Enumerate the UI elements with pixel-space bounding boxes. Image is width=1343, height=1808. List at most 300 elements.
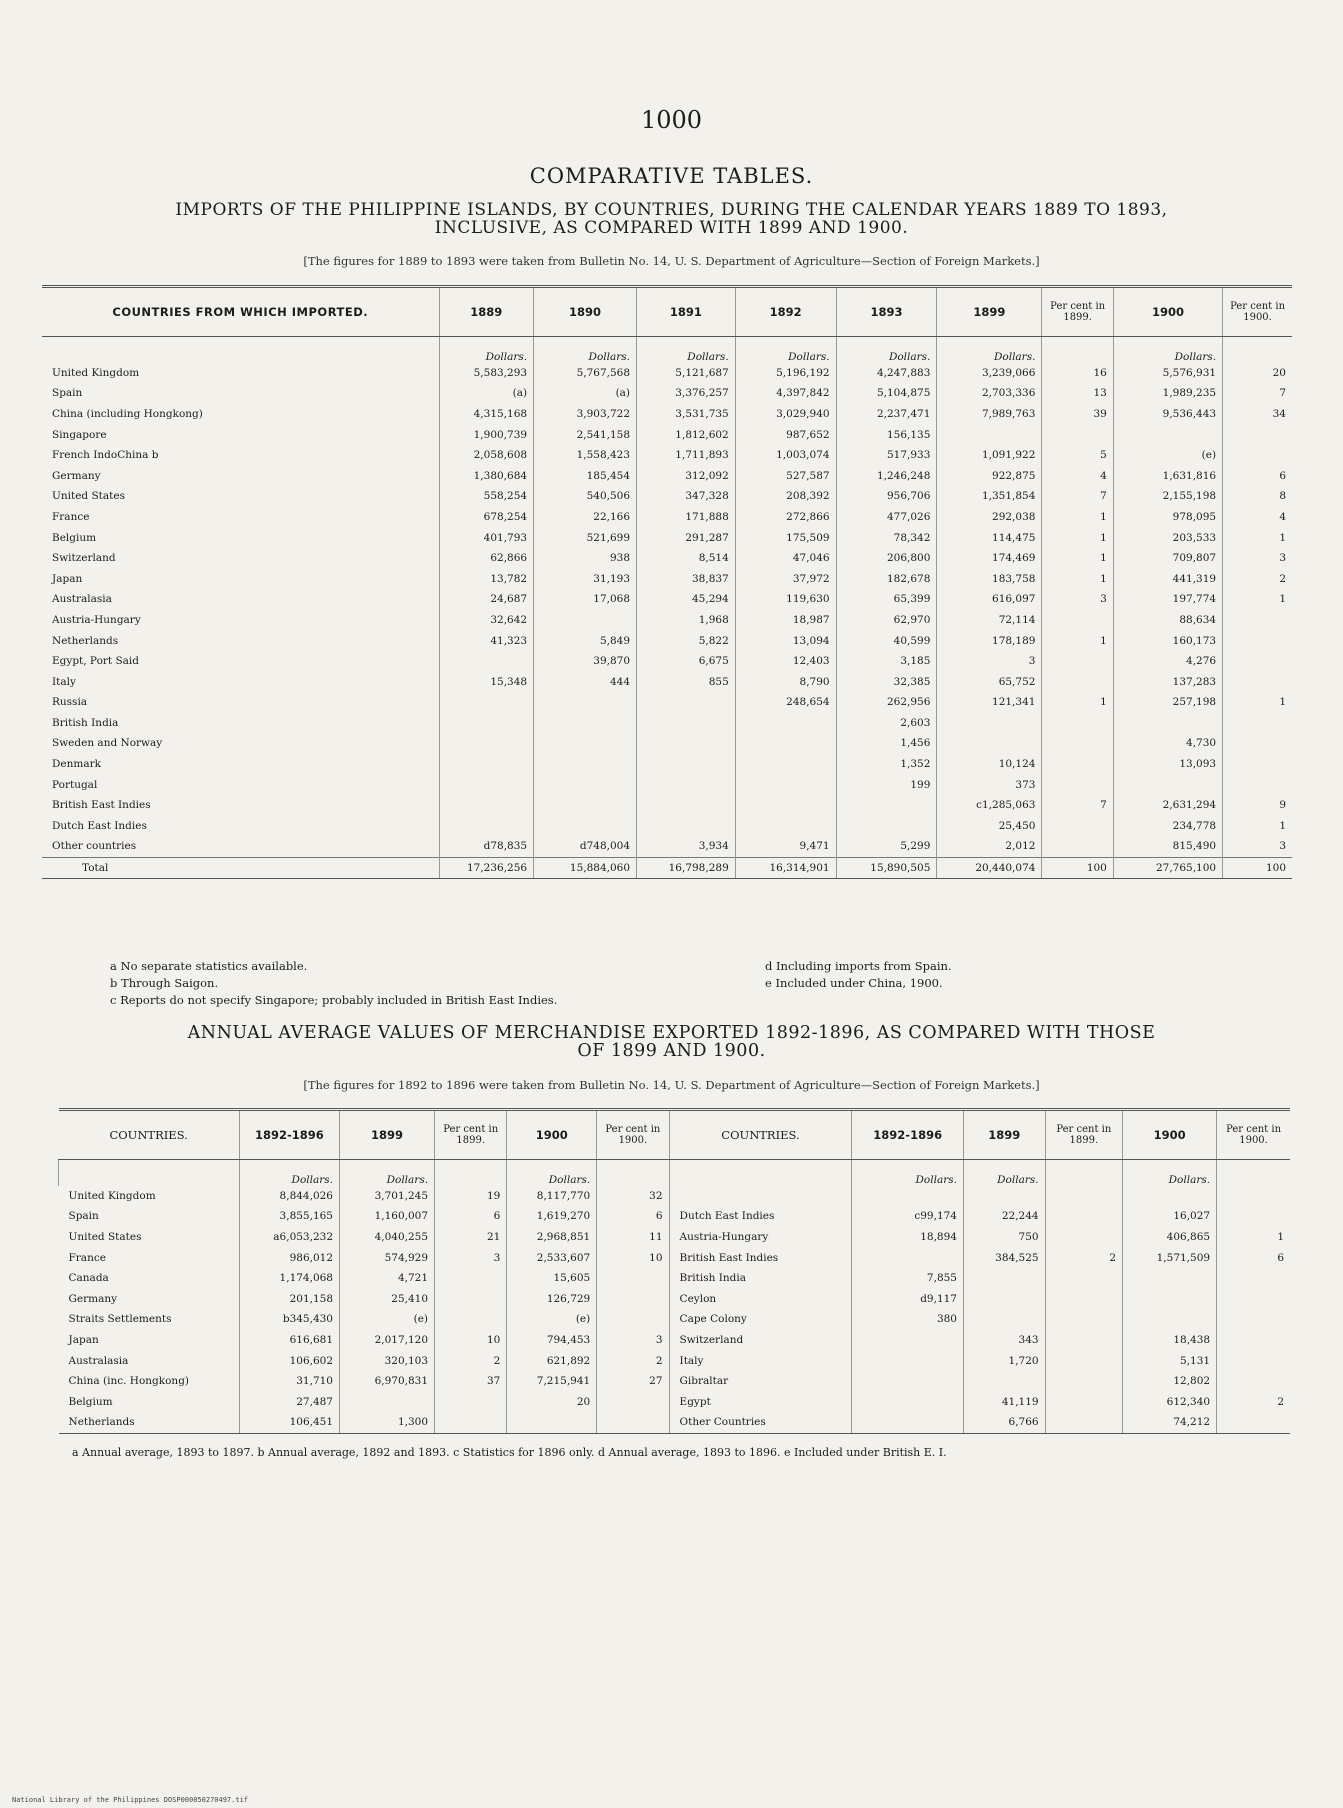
country-name: French IndoChina b: [52, 449, 159, 462]
table-cell: 175,509: [735, 527, 836, 548]
table-cell: 2,631,294: [1113, 795, 1222, 816]
country-name: China (inc. Hongkong): [68, 1375, 190, 1388]
table-cell: 621,892: [507, 1350, 597, 1371]
total-label: Total: [42, 857, 439, 879]
table-cell: 1: [1217, 1227, 1290, 1248]
table-cell: 347,328: [637, 486, 736, 507]
table-cell: [1223, 754, 1292, 775]
table-cell: [597, 1412, 669, 1433]
table-cell: 855: [637, 671, 736, 692]
table-cell: 37: [435, 1371, 507, 1392]
table-cell: b345,430: [239, 1309, 339, 1330]
table-cell: 7,855: [852, 1268, 964, 1289]
table-cell: 10,124: [937, 754, 1042, 775]
table-cell: [735, 713, 836, 734]
table-cell: 373: [937, 774, 1042, 795]
country-name: Switzerland: [669, 1330, 852, 1351]
table-cell: 2,703,336: [937, 383, 1042, 404]
table-cell: 74,212: [1123, 1412, 1217, 1433]
exports-footnotes: a Annual average, 1893 to 1897. b Annual average, 1892 and 1893. c Statistics for 1896 only. d Annual average, 1893 to 1896. e Included under British E. I.: [72, 1446, 947, 1459]
table-cell: [1217, 1309, 1290, 1330]
table-cell: 5,104,875: [836, 383, 937, 404]
table-cell: [1223, 630, 1292, 651]
table-cell: 3: [1223, 836, 1292, 857]
table-cell: [937, 713, 1042, 734]
table-cell: [1123, 1268, 1217, 1289]
table-cell: 3,531,735: [637, 404, 736, 425]
country-name: Singapore: [52, 428, 107, 441]
table-row: [42, 548, 1292, 569]
table-row: [42, 486, 1292, 507]
table-cell: 15,605: [507, 1268, 597, 1289]
table-cell: [937, 733, 1042, 754]
table-cell: [1123, 1186, 1217, 1207]
table-cell: 25,410: [340, 1288, 435, 1309]
table-row: [59, 1330, 1291, 1351]
table-cell: 7: [1042, 795, 1113, 816]
table-cell: a6,053,232: [239, 1227, 339, 1248]
table-cell: 15,348: [439, 671, 534, 692]
table-cell: [1217, 1330, 1290, 1351]
table-cell: 517,933: [836, 445, 937, 466]
table-cell: 62,970: [836, 610, 937, 631]
country-name: Netherlands: [59, 1412, 240, 1433]
table-cell: 65,399: [836, 589, 937, 610]
table-cell: 21: [435, 1227, 507, 1248]
table-cell: 41,323: [439, 630, 534, 651]
table-cell: 1,619,270: [507, 1206, 597, 1227]
table-cell: [836, 795, 937, 816]
footnote: d Including imports from Spain.: [765, 959, 952, 973]
total-cell: 17,236,256: [439, 857, 534, 879]
table-cell: 37,972: [735, 568, 836, 589]
table-cell: [507, 1412, 597, 1433]
table-cell: 262,956: [836, 692, 937, 713]
total-cell: 16,314,901: [735, 857, 836, 879]
table-row: [42, 651, 1292, 672]
table-cell: [852, 1371, 964, 1392]
table-row: [59, 1309, 1291, 1330]
table-cell: 39: [1042, 404, 1113, 425]
imports-table: [42, 285, 1292, 879]
table-cell: 1,160,007: [340, 1206, 435, 1227]
table-row: [59, 1350, 1291, 1371]
table-cell: [439, 713, 534, 734]
table-cell: 12,403: [735, 651, 836, 672]
column-header: 1892-1896: [239, 1110, 339, 1160]
table-cell: [963, 1288, 1045, 1309]
table-cell: [852, 1186, 964, 1207]
table-cell: [963, 1268, 1045, 1289]
table-cell: 10: [597, 1247, 669, 1268]
table-cell: 8,844,026: [239, 1186, 339, 1207]
table-cell: 5,121,687: [637, 363, 736, 384]
table-cell: 1: [1042, 548, 1113, 569]
table-cell: [1217, 1412, 1290, 1433]
exports-heading-line2: OF 1899 AND 1900.: [577, 1041, 766, 1061]
table-cell: [735, 754, 836, 775]
table-cell: 2,603: [836, 713, 937, 734]
table-cell: 5: [1042, 445, 1113, 466]
table-cell: [439, 651, 534, 672]
table-cell: 32,385: [836, 671, 937, 692]
table-cell: 1: [1042, 507, 1113, 528]
total-cell: 27,765,100: [1113, 857, 1222, 879]
table-cell: [340, 1391, 435, 1412]
table-cell: 709,807: [1113, 548, 1222, 569]
country-name: Ceylon: [669, 1288, 852, 1309]
table-cell: [1045, 1288, 1122, 1309]
table-cell: [1217, 1371, 1290, 1392]
table-cell: 2: [597, 1350, 669, 1371]
column-header: 1892: [735, 287, 836, 337]
table-cell: 2: [1217, 1391, 1290, 1412]
table-cell: 34: [1223, 404, 1292, 425]
table-cell: 18,987: [735, 610, 836, 631]
country-name: Portugal: [52, 778, 98, 791]
table-cell: [439, 733, 534, 754]
table-cell: 815,490: [1113, 836, 1222, 857]
table-cell: 6: [1217, 1247, 1290, 1268]
table-cell: 1,558,423: [534, 445, 637, 466]
table-cell: 6: [435, 1206, 507, 1227]
country-name: Australasia: [52, 593, 112, 606]
table-cell: [1045, 1412, 1122, 1433]
table-cell: [852, 1412, 964, 1433]
table-row: [42, 445, 1292, 466]
table-cell: [435, 1268, 507, 1289]
table-cell: 6,766: [963, 1412, 1045, 1433]
unit-label: Dollars.: [1113, 337, 1222, 363]
country-name: Spain: [52, 387, 83, 400]
country-name: Egypt: [669, 1391, 852, 1412]
table-cell: [1223, 424, 1292, 445]
table-cell: 4,730: [1113, 733, 1222, 754]
country-name: China (including Hongkong): [52, 407, 203, 420]
table-cell: 292,038: [937, 507, 1042, 528]
exports-heading: [0, 1024, 1343, 1060]
total-cell: 15,884,060: [534, 857, 637, 879]
table-cell: [534, 795, 637, 816]
country-name: Spain: [68, 1210, 99, 1223]
table-row: [42, 733, 1292, 754]
table-row: [42, 610, 1292, 631]
table-cell: 1,003,074: [735, 445, 836, 466]
column-header: Per cent in 1899.: [1042, 287, 1113, 337]
table-cell: 2: [1223, 568, 1292, 589]
table-cell: 13,782: [439, 568, 534, 589]
table-cell: [534, 610, 637, 631]
table-cell: 16,027: [1123, 1206, 1217, 1227]
units-row: [42, 337, 1292, 363]
table-cell: 47,046: [735, 548, 836, 569]
table-cell: [963, 1371, 1045, 1392]
country-name: Japan: [68, 1333, 99, 1346]
column-header: Per cent in 1899.: [435, 1110, 507, 1160]
table-row: [42, 424, 1292, 445]
table-cell: 1,631,816: [1113, 465, 1222, 486]
table-row: [42, 671, 1292, 692]
table-cell: 31,710: [239, 1371, 339, 1392]
table-cell: 3,934: [637, 836, 736, 857]
table-cell: [1045, 1391, 1122, 1412]
country-name: Germany: [68, 1292, 118, 1305]
table-cell: 4,276: [1113, 651, 1222, 672]
table-cell: 521,699: [534, 527, 637, 548]
table-row: [42, 404, 1292, 425]
table-cell: [1223, 671, 1292, 692]
table-cell: 558,254: [439, 486, 534, 507]
table-cell: 160,173: [1113, 630, 1222, 651]
table-cell: [1042, 610, 1113, 631]
table-cell: 1: [1223, 527, 1292, 548]
table-cell: [852, 1391, 964, 1412]
units-row: [59, 1160, 1291, 1186]
table-cell: 185,454: [534, 465, 637, 486]
table-cell: [852, 1247, 964, 1268]
table-cell: (e): [507, 1309, 597, 1330]
table-cell: [597, 1309, 669, 1330]
table-cell: 32: [597, 1186, 669, 1207]
table-cell: 527,587: [735, 465, 836, 486]
table-cell: 5,822: [637, 630, 736, 651]
table-cell: 6: [597, 1206, 669, 1227]
table-cell: (e): [1113, 445, 1222, 466]
table-cell: d9,117: [852, 1288, 964, 1309]
total-cell: 16,798,289: [637, 857, 736, 879]
table-cell: 13: [1042, 383, 1113, 404]
country-name: Denmark: [52, 758, 101, 771]
table-cell: [1042, 836, 1113, 857]
country-name: Austria-Hungary: [669, 1227, 852, 1248]
table-cell: [836, 816, 937, 837]
table-cell: 6,970,831: [340, 1371, 435, 1392]
table-cell: 2,017,120: [340, 1330, 435, 1351]
table-cell: 3: [597, 1330, 669, 1351]
table-cell: 203,533: [1113, 527, 1222, 548]
table-cell: 5,767,568: [534, 363, 637, 384]
country-name: Gibraltar: [669, 1371, 852, 1392]
imports-source-note: [The figures for 1889 to 1893 were taken from Bulletin No. 14, U. S. Department of Agriculture—Section of Foreign Markets.]: [303, 254, 1040, 268]
unit-label: Dollars.: [852, 1160, 964, 1186]
table-cell: 320,103: [340, 1350, 435, 1371]
table-row: [42, 465, 1292, 486]
country-name: United Kingdom: [52, 366, 140, 379]
country-name: France: [52, 510, 90, 523]
table-cell: 3,029,940: [735, 404, 836, 425]
table-cell: 6,675: [637, 651, 736, 672]
table-cell: [1113, 774, 1222, 795]
table-cell: 2,058,608: [439, 445, 534, 466]
table-cell: 1,091,922: [937, 445, 1042, 466]
table-row: [59, 1247, 1291, 1268]
unit-label: [1042, 337, 1113, 363]
imports-heading-line2: INCLUSIVE, AS COMPARED WITH 1899 AND 1900.: [434, 218, 909, 238]
unit-label: [42, 337, 439, 363]
table-cell: 199: [836, 774, 937, 795]
table-cell: [1217, 1350, 1290, 1371]
table-row: [42, 816, 1292, 837]
country-name: Italy: [52, 675, 76, 688]
table-cell: 27: [597, 1371, 669, 1392]
table-cell: 10: [435, 1330, 507, 1351]
table-cell: 5,583,293: [439, 363, 534, 384]
total-row: [42, 857, 1292, 879]
table-cell: 5,131: [1123, 1350, 1217, 1371]
table-cell: [1217, 1186, 1290, 1207]
unit-label: Dollars.: [439, 337, 534, 363]
exports-heading-line1: ANNUAL AVERAGE VALUES OF MERCHANDISE EXPORTED 1892-1896, AS COMPARED WITH THOSE: [187, 1023, 1156, 1043]
country-name: Austria-Hungary: [52, 613, 141, 626]
table-cell: [852, 1330, 964, 1351]
table-cell: [1042, 816, 1113, 837]
unit-label: Dollars.: [534, 337, 637, 363]
table-cell: 3: [435, 1247, 507, 1268]
table-cell: 2,155,198: [1113, 486, 1222, 507]
table-cell: 18,438: [1123, 1330, 1217, 1351]
table-cell: 612,340: [1123, 1391, 1217, 1412]
imports-heading: [0, 201, 1343, 237]
table-cell: 4,721: [340, 1268, 435, 1289]
table-cell: 1: [1223, 692, 1292, 713]
table-cell: 156,135: [836, 424, 937, 445]
imports-footnotes-right: [765, 958, 952, 992]
country-name: British East Indies: [52, 799, 151, 812]
table-cell: [852, 1350, 964, 1371]
footnote: c Reports do not specify Singapore; probably included in British East Indies.: [110, 993, 558, 1007]
country-name: France: [68, 1251, 106, 1264]
table-cell: 1: [1042, 568, 1113, 589]
country-name: British India: [669, 1268, 852, 1289]
table-cell: [1223, 651, 1292, 672]
table-cell: [1042, 754, 1113, 775]
unit-label: [59, 1160, 240, 1186]
exports-table: [58, 1108, 1290, 1434]
table-cell: 938: [534, 548, 637, 569]
table-cell: 7,215,941: [507, 1371, 597, 1392]
table-cell: 3,185: [836, 651, 937, 672]
country-name: Egypt, Port Said: [52, 655, 140, 668]
table-cell: [735, 733, 836, 754]
country-name: Belgium: [68, 1395, 113, 1408]
table-cell: 121,341: [937, 692, 1042, 713]
table-row: [59, 1371, 1291, 1392]
table-cell: 384,525: [963, 1247, 1045, 1268]
table-cell: 7: [1223, 383, 1292, 404]
table-cell: 1,812,602: [637, 424, 736, 445]
column-header: 1893: [836, 287, 937, 337]
table-cell: [1223, 610, 1292, 631]
unit-label: [435, 1160, 507, 1186]
unit-label: Dollars.: [340, 1160, 435, 1186]
table-cell: [439, 692, 534, 713]
column-header: 1889: [439, 287, 534, 337]
table-cell: [435, 1391, 507, 1412]
table-cell: 4,040,255: [340, 1227, 435, 1248]
table-cell: 197,774: [1113, 589, 1222, 610]
table-cell: 1,300: [340, 1412, 435, 1433]
column-header: 1900: [507, 1110, 597, 1160]
table-cell: [637, 713, 736, 734]
table-cell: 7: [1042, 486, 1113, 507]
table-cell: 62,866: [439, 548, 534, 569]
table-cell: 137,283: [1113, 671, 1222, 692]
table-cell: [1045, 1186, 1122, 1207]
table-cell: 5,849: [534, 630, 637, 651]
table-cell: 174,469: [937, 548, 1042, 569]
column-header: 1900: [1123, 1110, 1217, 1160]
table-cell: 106,602: [239, 1350, 339, 1371]
column-header: 1890: [534, 287, 637, 337]
table-cell: 3,903,722: [534, 404, 637, 425]
table-cell: 312,092: [637, 465, 736, 486]
table-row: [42, 774, 1292, 795]
table-cell: 8: [1223, 486, 1292, 507]
table-cell: [735, 816, 836, 837]
table-cell: 41,119: [963, 1391, 1045, 1412]
table-row: [59, 1186, 1291, 1207]
table-cell: c99,174: [852, 1206, 964, 1227]
table-cell: [439, 816, 534, 837]
footnote: e Included under China, 1900.: [765, 976, 943, 990]
column-header: 1899: [937, 287, 1042, 337]
table-cell: 2: [435, 1350, 507, 1371]
country-name: Straits Settlements: [68, 1313, 172, 1326]
table-cell: 11: [597, 1227, 669, 1248]
country-name: Belgium: [52, 531, 97, 544]
column-header: Per cent in 1900.: [1223, 287, 1292, 337]
table-cell: [1217, 1268, 1290, 1289]
table-cell: 4: [1223, 507, 1292, 528]
table-cell: [1042, 774, 1113, 795]
table-cell: 65,752: [937, 671, 1042, 692]
imports-heading-line1: IMPORTS OF THE PHILIPPINE ISLANDS, BY COUNTRIES, DURING THE CALENDAR YEARS 1889 TO 1893,: [175, 200, 1168, 220]
total-cell: 100: [1223, 857, 1292, 879]
country-name: [669, 1186, 852, 1207]
country-name: Japan: [52, 572, 83, 585]
table-cell: 540,506: [534, 486, 637, 507]
table-cell: 1,174,068: [239, 1268, 339, 1289]
table-cell: 171,888: [637, 507, 736, 528]
table-cell: 441,319: [1113, 568, 1222, 589]
table-cell: [1045, 1350, 1122, 1371]
country-name: Sweden and Norway: [52, 737, 163, 750]
table-cell: 3: [937, 651, 1042, 672]
column-header: COUNTRIES.: [669, 1110, 852, 1160]
table-cell: 72,114: [937, 610, 1042, 631]
country-name: United Kingdom: [68, 1189, 156, 1202]
table-cell: 4,315,168: [439, 404, 534, 425]
column-header: 1892-1896: [852, 1110, 964, 1160]
table-cell: [1045, 1309, 1122, 1330]
table-cell: 291,287: [637, 527, 736, 548]
unit-label: [669, 1160, 852, 1186]
table-cell: (a): [439, 383, 534, 404]
table-cell: 24,687: [439, 589, 534, 610]
table-cell: 7,989,763: [937, 404, 1042, 425]
table-cell: 106,451: [239, 1412, 339, 1433]
table-cell: 183,758: [937, 568, 1042, 589]
table-row: [59, 1206, 1291, 1227]
table-cell: 922,875: [937, 465, 1042, 486]
table-cell: 234,778: [1113, 816, 1222, 837]
table-cell: [735, 774, 836, 795]
unit-label: Dollars.: [507, 1160, 597, 1186]
table-cell: 1,352: [836, 754, 937, 775]
table-cell: (e): [340, 1309, 435, 1330]
table-cell: 2,533,607: [507, 1247, 597, 1268]
table-row: [42, 692, 1292, 713]
